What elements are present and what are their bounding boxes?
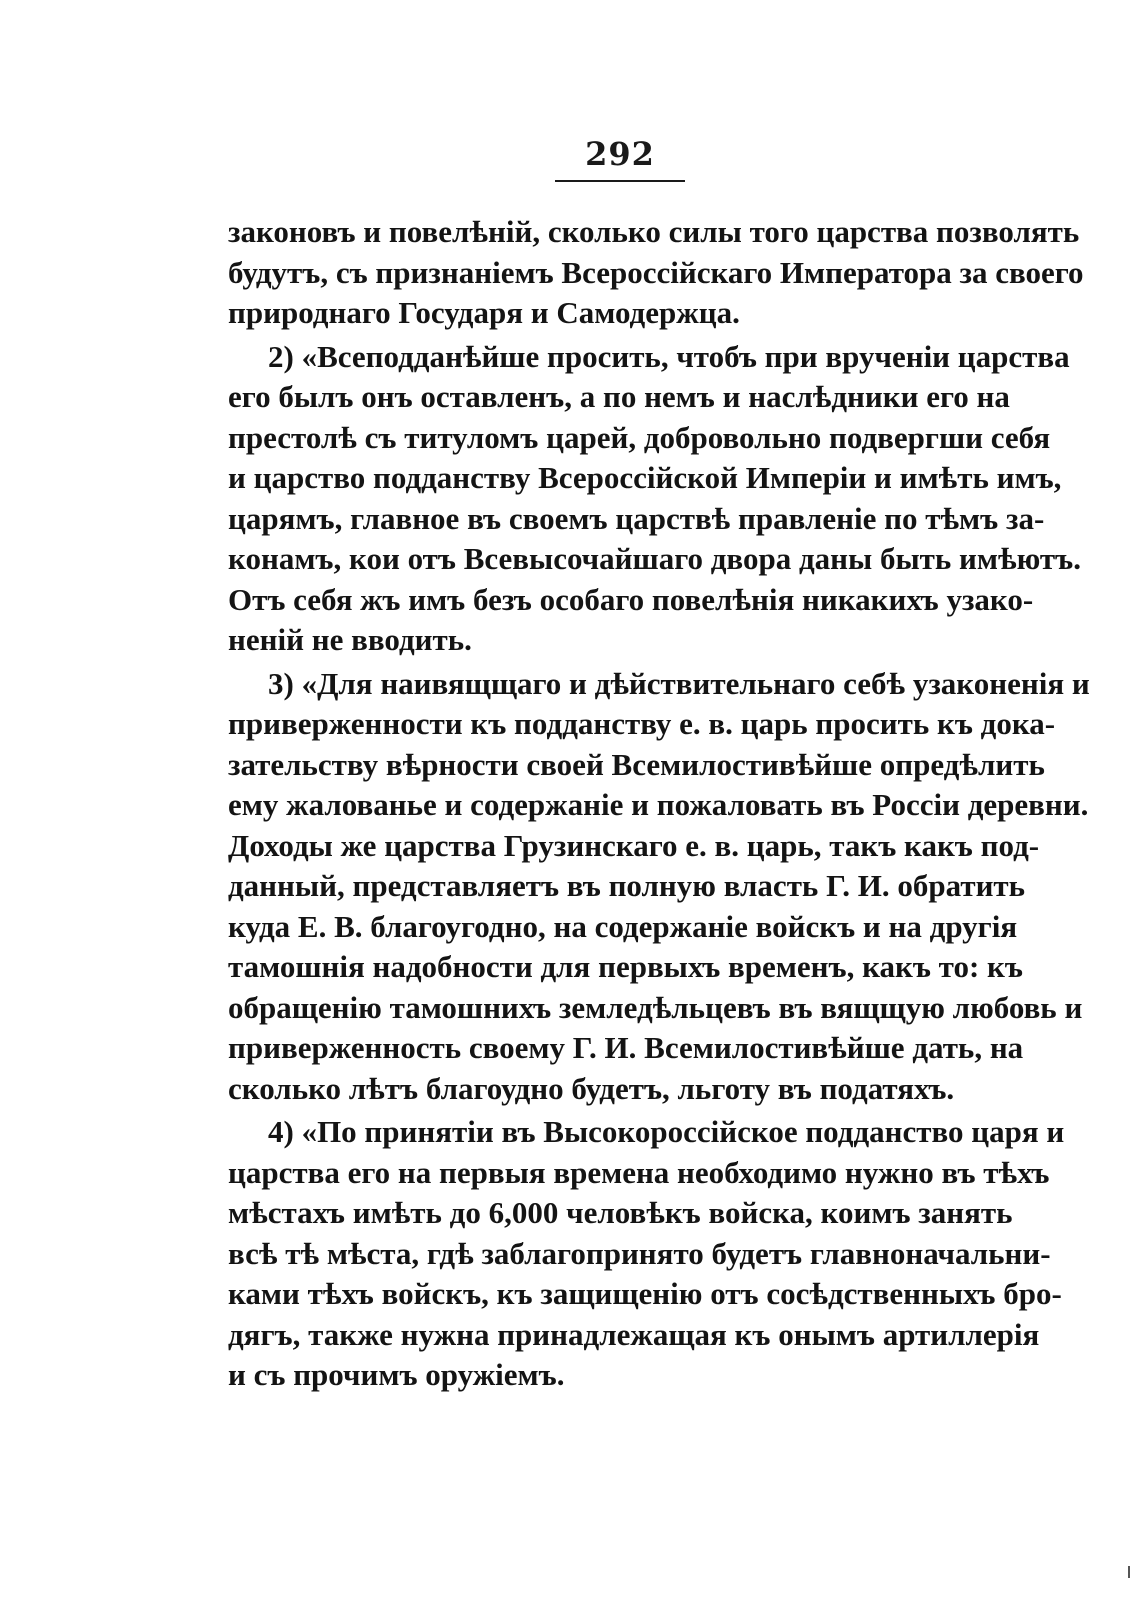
text-line: Доходы же царства Грузинскаго е. в. царь, такъ какъ под-: [228, 827, 1040, 863]
text-line: конамъ, кои отъ Всевысочайшаго двора даны быть имѣютъ.: [228, 541, 1081, 576]
text-line: престолѣ съ титуломъ царей, добровольно подвергши себя: [228, 419, 1051, 455]
text-line: царства его на первыя времена необходимо нужно въ тѣхъ: [228, 1154, 1050, 1190]
text-line: куда Е. В. благоугодно, на содержаніе войскъ и на другія: [228, 908, 1018, 944]
text-line: и царство подданству Всероссійской Имперіи и имѣть имъ,: [228, 460, 1062, 495]
text-line: неній не вводить.: [228, 622, 472, 657]
scan-edge-mark: [1128, 1566, 1130, 1578]
text-line: мѣстахъ имѣть до 6,000 человѣкъ войска, коимъ занять: [228, 1195, 1013, 1230]
text-line: 4) «По принятіи въ Высокороссійское подданство царя и: [268, 1114, 1065, 1149]
page-number: 292: [585, 135, 655, 173]
text-line: его былъ онъ оставленъ, а по немъ и наслѣдники его на: [228, 379, 1010, 414]
page-number-rule: [555, 180, 685, 182]
text-line: 3) «Для наивящщаго и дѣйствительнаго себѣ узаконенія и: [268, 665, 1090, 701]
text-line: сколько лѣтъ благоудно будетъ, льготу въ податяхъ.: [228, 1070, 955, 1106]
text-line: приверженности къ подданству е. в. царь просить къ дока-: [228, 706, 1056, 741]
text-line: и съ прочимъ оружіемъ.: [228, 1357, 565, 1392]
text-line: приверженность своему Г. И. Всемилостивѣйше дать, на: [228, 1030, 1024, 1065]
text-line: обращенію тамошнихъ земледѣльцевъ въ вящщую любовь и: [228, 989, 1083, 1025]
text-line: Отъ себя жъ имъ безъ особаго повелѣнія никакихъ узако-: [228, 581, 1034, 617]
body-text: [228, 212, 1090, 1396]
text-line: царямъ, главное въ своемъ царствѣ правленіе по тѣмъ за-: [228, 500, 1045, 536]
text-line: 2) «Всеподданѣйше просить, чтобъ при врученіи царства: [268, 338, 1070, 374]
text-line: тамошнія надобности для первыхъ временъ, какъ то: къ: [228, 949, 1023, 984]
text-line: всѣ тѣ мѣста, гдѣ заблагопринято будетъ главноначальни-: [228, 1235, 1051, 1271]
text-line: ему жалованье и содержаніе и пожаловать въ Россіи деревни.: [228, 787, 1089, 822]
text-line: данный, представляетъ въ полную власть Г. И. обратить: [228, 868, 1026, 903]
text-line: природнаго Государя и Самодержца.: [228, 295, 740, 330]
text-line: дягъ, также нужна принадлежащая къ онымъ артиллерія: [228, 1316, 1040, 1352]
text-line: ками тѣхъ войскъ, къ защищенію отъ сосѣдственныхъ бро-: [228, 1276, 1062, 1311]
text-line: будутъ, съ признаніемъ Всероссійскаго Императора за своего: [228, 254, 1084, 290]
text-line: законовъ и повелѣній, сколько силы того царства позволять: [228, 214, 1080, 249]
text-line: зательству вѣрности своей Всемилостивѣйше опредѣлить: [228, 746, 1045, 782]
